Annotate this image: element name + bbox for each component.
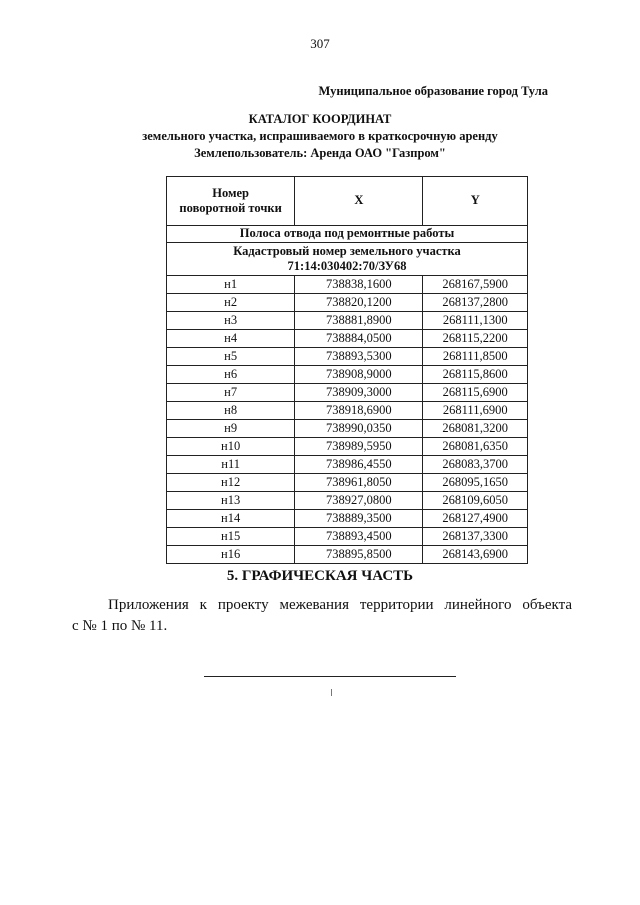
point-cell: н6 bbox=[167, 366, 295, 384]
y-cell: 268111,1300 bbox=[423, 312, 528, 330]
point-cell: н13 bbox=[167, 492, 295, 510]
x-cell: 738820,1200 bbox=[295, 294, 423, 312]
point-cell: н7 bbox=[167, 384, 295, 402]
x-cell: 738990,0350 bbox=[295, 420, 423, 438]
table-row bbox=[167, 384, 528, 402]
divider-line bbox=[204, 676, 456, 677]
x-cell: 738927,0800 bbox=[295, 492, 423, 510]
x-cell: 738918,6900 bbox=[295, 402, 423, 420]
x-cell: 738989,5950 bbox=[295, 438, 423, 456]
table-row bbox=[167, 528, 528, 546]
header-point-line2: поворотной точки bbox=[179, 201, 282, 215]
y-cell: 268115,6900 bbox=[423, 384, 528, 402]
page-number: 307 bbox=[310, 36, 330, 51]
y-cell: 268081,3200 bbox=[423, 420, 528, 438]
table-row bbox=[167, 366, 528, 384]
header-point-number bbox=[167, 177, 295, 226]
point-cell: н2 bbox=[167, 294, 295, 312]
catalog-title-block bbox=[0, 111, 640, 162]
point-cell: н10 bbox=[167, 438, 295, 456]
scan-mark bbox=[331, 689, 332, 696]
table-row bbox=[167, 456, 528, 474]
table-row bbox=[167, 438, 528, 456]
catalog-subtitle: земельного участка, испрашиваемого в краткосрочную аренду bbox=[142, 129, 498, 143]
point-cell: н15 bbox=[167, 528, 295, 546]
x-cell: 738893,4500 bbox=[295, 528, 423, 546]
graphic-section-text bbox=[72, 595, 572, 637]
table-row bbox=[167, 294, 528, 312]
point-cell: н8 bbox=[167, 402, 295, 420]
header-point-line1: Номер bbox=[212, 185, 249, 200]
municipality-title: Муниципальное образование город Тула bbox=[318, 84, 548, 98]
point-cell: н16 bbox=[167, 546, 295, 564]
table-row bbox=[167, 312, 528, 330]
point-cell: н12 bbox=[167, 474, 295, 492]
y-cell: 268167,5900 bbox=[423, 276, 528, 294]
x-cell: 738908,9000 bbox=[295, 366, 423, 384]
land-user: Землепользователь: Аренда ОАО "Газпром" bbox=[194, 146, 446, 160]
x-cell: 738889,3500 bbox=[295, 510, 423, 528]
table-row bbox=[167, 474, 528, 492]
y-cell: 268137,2800 bbox=[423, 294, 528, 312]
point-cell: н5 bbox=[167, 348, 295, 366]
table-row bbox=[167, 330, 528, 348]
graphic-section-text-line1: Приложения к проекту межевания территории линейного объекта bbox=[108, 597, 572, 613]
table-row bbox=[167, 348, 528, 366]
point-cell: н14 bbox=[167, 510, 295, 528]
cadastral-label: Кадастровый номер земельного участка bbox=[233, 244, 461, 258]
y-cell: 268111,8500 bbox=[423, 348, 528, 366]
table-row bbox=[167, 510, 528, 528]
point-cell: н4 bbox=[167, 330, 295, 348]
point-cell: н3 bbox=[167, 312, 295, 330]
y-cell: 268109,6050 bbox=[423, 492, 528, 510]
cadastral-number: 71:14:030402:70/ЗУ68 bbox=[287, 259, 407, 273]
graphic-section-heading: 5. ГРАФИЧЕСКАЯ ЧАСТЬ bbox=[226, 568, 414, 584]
table-row bbox=[167, 492, 528, 510]
catalog-title: КАТАЛОГ КООРДИНАТ bbox=[248, 112, 392, 126]
header-x: X bbox=[295, 177, 423, 226]
x-cell: 738909,3000 bbox=[295, 384, 423, 402]
graphic-section-text-line2: с № 1 по № 11. bbox=[72, 618, 168, 634]
y-cell: 268081,6350 bbox=[423, 438, 528, 456]
x-cell: 738838,1600 bbox=[295, 276, 423, 294]
x-cell: 738881,8900 bbox=[295, 312, 423, 330]
y-cell: 268137,3300 bbox=[423, 528, 528, 546]
point-cell: н11 bbox=[167, 456, 295, 474]
y-cell: 268143,6900 bbox=[423, 546, 528, 564]
y-cell: 268111,6900 bbox=[423, 402, 528, 420]
x-cell: 738884,0500 bbox=[295, 330, 423, 348]
section-row: Полоса отвода под ремонтные работы bbox=[167, 226, 528, 243]
table-row bbox=[167, 546, 528, 564]
x-cell: 738961,8050 bbox=[295, 474, 423, 492]
header-y: Y bbox=[423, 177, 528, 226]
cadastral-row bbox=[167, 243, 528, 276]
point-cell: н1 bbox=[167, 276, 295, 294]
coordinates-table bbox=[166, 176, 528, 564]
y-cell: 268115,8600 bbox=[423, 366, 528, 384]
x-cell: 738893,5300 bbox=[295, 348, 423, 366]
table-row bbox=[167, 402, 528, 420]
table-row bbox=[167, 276, 528, 294]
table-row bbox=[167, 420, 528, 438]
y-cell: 268083,3700 bbox=[423, 456, 528, 474]
point-cell: н9 bbox=[167, 420, 295, 438]
y-cell: 268127,4900 bbox=[423, 510, 528, 528]
y-cell: 268095,1650 bbox=[423, 474, 528, 492]
x-cell: 738895,8500 bbox=[295, 546, 423, 564]
x-cell: 738986,4550 bbox=[295, 456, 423, 474]
y-cell: 268115,2200 bbox=[423, 330, 528, 348]
